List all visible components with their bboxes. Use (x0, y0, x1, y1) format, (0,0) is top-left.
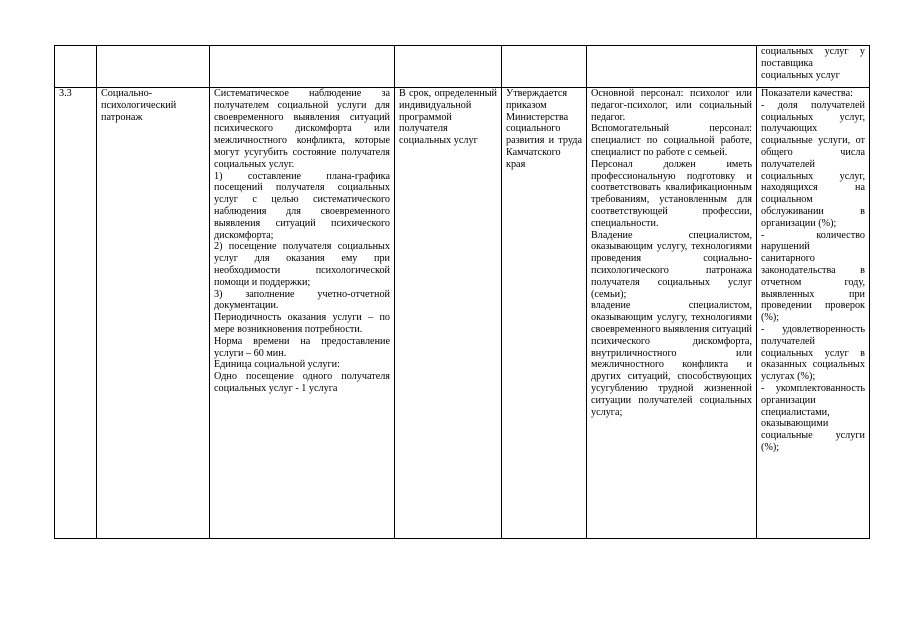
service-content (210, 88, 395, 539)
staff-paragraph: Основной персонал: психолог или педагог-психолог, или социальный педагог. (591, 88, 752, 123)
cell-approval-empty (502, 46, 587, 88)
quality-paragraph: - удовлетворенность получателей социальных услуг в оказанных социальных услугах (%); (761, 323, 865, 383)
cell-staff-empty (587, 46, 757, 88)
staff-paragraph: Персонал должен иметь профессиональную подготовку и соответствовать квалификационным требованиям, установленным для соответствующей профессии, специальности. (591, 158, 752, 229)
content-paragraph: Единица социальной услуги: (214, 359, 340, 371)
table-row-continuation (55, 46, 870, 88)
service-approval: Утверждается приказом Министерства социального развития и труда Камчатского края (502, 88, 587, 539)
content-paragraph: 1) составление плана-графика посещений получателя социальных услуг с целью систематического наблюдения для своевременного выявления ситуаций психического дискомфорта; (214, 170, 390, 241)
service-staff (587, 88, 757, 539)
quality-paragraph: - доля получателей социальных услуг, получающих социальные услуги, от общего числа получателей социальных услуг, находящихся на социальном обслуживании в организации (%); (761, 99, 865, 229)
quality-paragraph: Показатели качества: (761, 88, 853, 99)
service-name: Социально-психологический патронаж (97, 88, 210, 539)
content-paragraph: 2) посещение получателя социальных услуг для оказания ему при необходимости психологической помощи и поддержки; (214, 241, 390, 288)
cell-content-empty (210, 46, 395, 88)
cell-quality-continuation: социальных услуг у поставщика социальных услуг (757, 46, 870, 88)
content-paragraph: Норма времени на предоставление услуги – 60 мин. (214, 335, 390, 359)
content-paragraph: 3) заполнение учетно-отчетной документации. (214, 288, 390, 312)
staff-paragraph: Владение специалистом, оказывающим услугу, технологиями проведения социально-психологического патронажа получателя социальных услуг (семьи); (591, 229, 752, 300)
content-paragraph: Периодичность оказания услуги – по мере возникновения потребности. (214, 312, 390, 335)
staff-paragraph: владение специалистом, оказывающим услугу, технологиями своевременного выявления ситуаций психического дискомфорта, внутриличностного или межличностного конфликта и других ситуаций, способствующих усугублению трудной жизненной ситуации получателей социальных услуга; (591, 300, 752, 418)
table-row-3-3 (55, 88, 870, 539)
cell-term-empty (395, 46, 502, 88)
standards-table (54, 45, 870, 539)
quality-paragraph: - укомплектованность организации специалистами, оказывающими социальные услуги (%); (761, 382, 865, 453)
staff-paragraph: Вспомогательный персонал: специалист по социальной работе, специалист по работе с семьей. (591, 123, 752, 158)
content-paragraph: Одно посещение одного получателя социальных услуг - 1 услуга (214, 371, 390, 394)
quality-paragraph: - количество нарушений санитарного законодательства в отчетном году, выявленных при проведении проверок (%); (761, 229, 865, 324)
cell-name-empty (97, 46, 210, 88)
service-term: В срок, определенный индивидуальной программой получателя социальных услуг (395, 88, 502, 539)
cell-number-empty (55, 46, 97, 88)
row-number: 3.3 (55, 88, 97, 539)
service-quality (757, 88, 870, 539)
content-paragraph: Систематическое наблюдение за получателем социальной услуги для своевременного выявления ситуаций психического дискомфорта или межличностного конфликта, которые могут усугубить состояние получателя социальных услуг. (214, 88, 390, 170)
